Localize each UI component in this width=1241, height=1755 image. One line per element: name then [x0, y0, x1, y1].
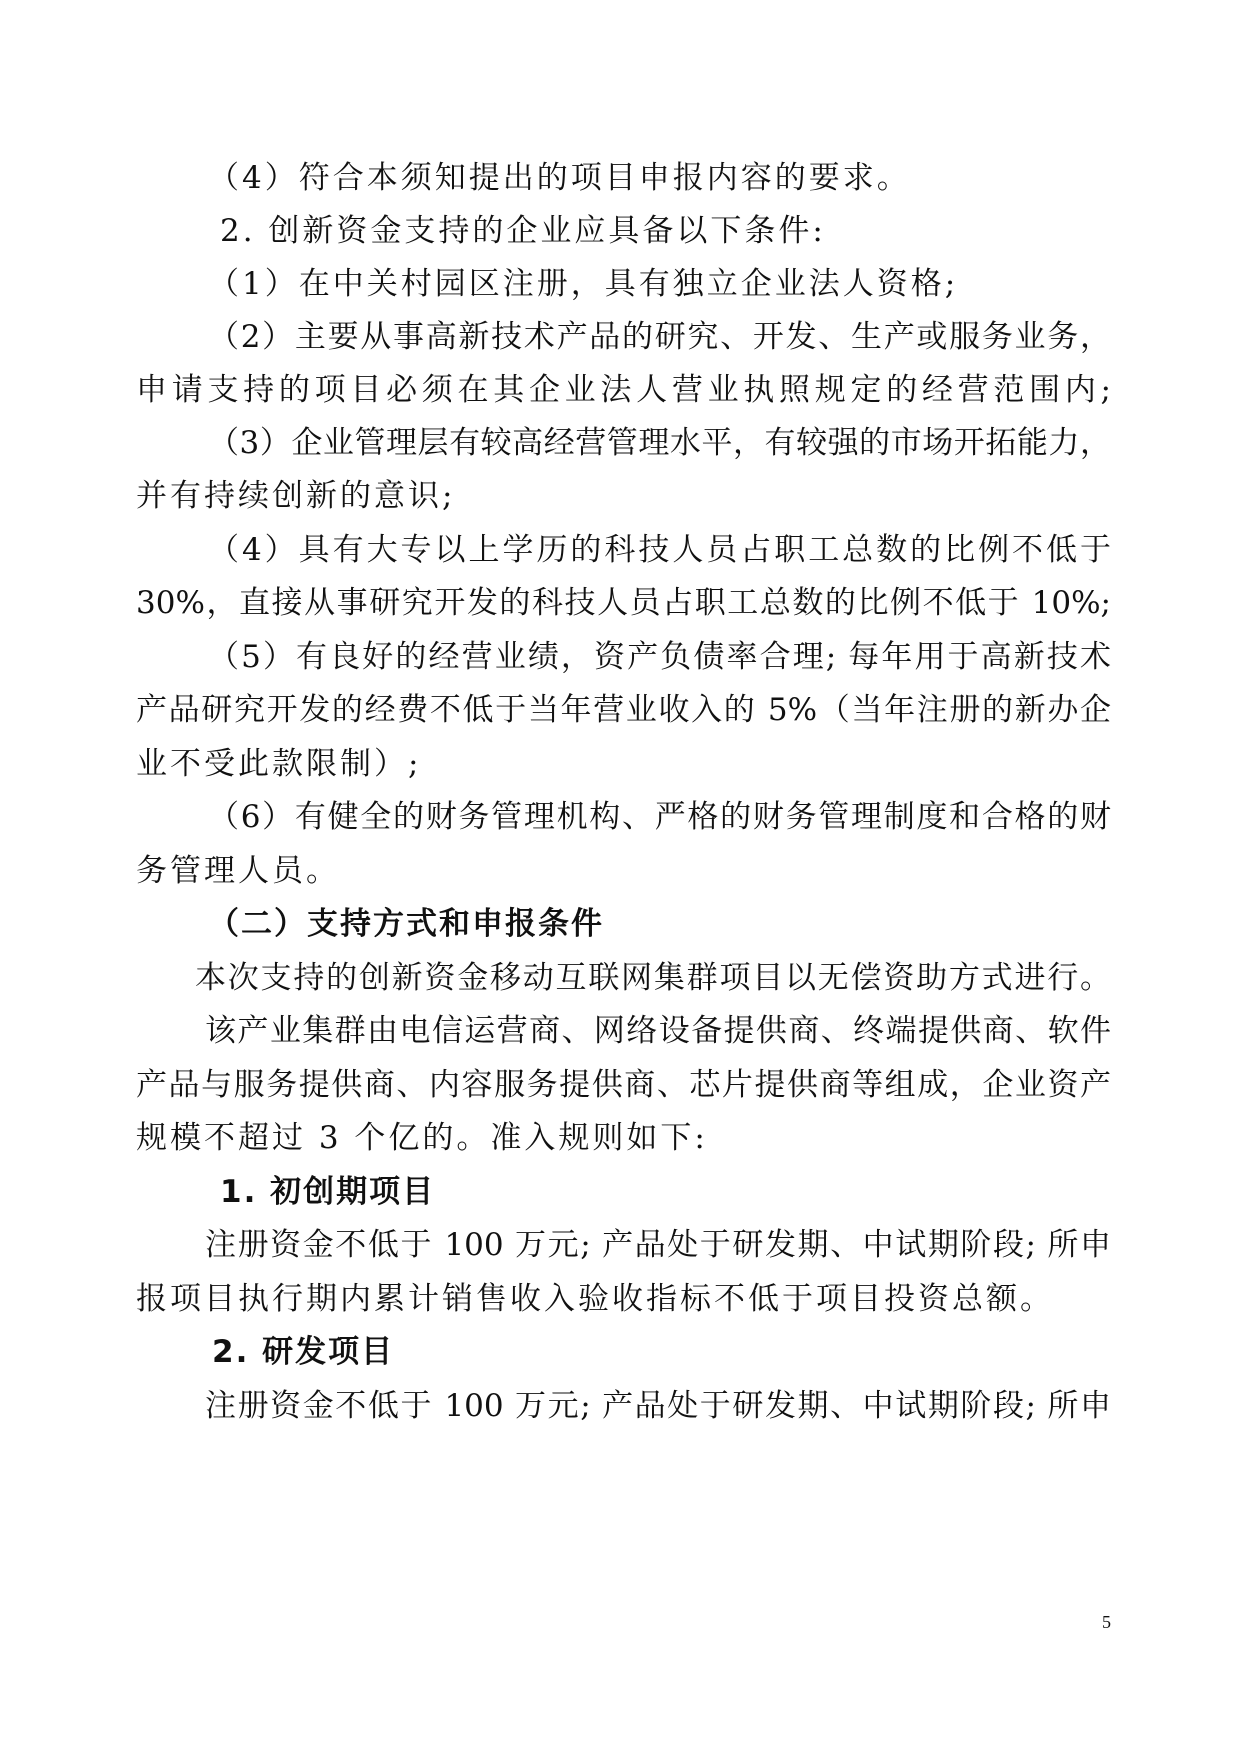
rd-project-line-1: 注册资金不低于 100 万元; 产品处于研发期、中试期阶段; 所申	[205, 1388, 1111, 1424]
condition-3-line-2: 并有持续创新的意识;	[136, 478, 456, 514]
section-heading-support-methods: （二）支持方式和申报条件	[208, 906, 604, 942]
condition-5-line-3: 业不受此款限制）;	[136, 746, 422, 782]
condition-3-line-1: （3）企业管理层有较高经营管理水平，有较强的市场开拓能力，	[208, 425, 1111, 461]
page-number: 5	[1102, 1612, 1111, 1632]
condition-6-line-2: 务管理人员。	[136, 853, 340, 889]
cluster-paragraph-line-3: 规模不超过 3 个亿的。准入规则如下:	[136, 1120, 708, 1156]
cluster-paragraph-line-1: 该产业集群由电信运营商、网络设备提供商、终端提供商、软件	[205, 1013, 1111, 1049]
startup-project-line-1: 注册资金不低于 100 万元; 产品处于研发期、中试期阶段; 所申	[205, 1227, 1111, 1263]
condition-5-line-1: （5）有良好的经营业绩，资产负债率合理; 每年用于高新技术	[208, 639, 1111, 675]
condition-5-line-2: 产品研究开发的经费不低于当年营业收入的 5%（当年注册的新办企	[136, 692, 1111, 728]
condition-4-line-2: 30%，直接从事研究开发的科技人员占职工总数的比例不低于 10%;	[136, 585, 1111, 621]
condition-1: （1）在中关村园区注册，具有独立企业法人资格;	[208, 266, 959, 302]
condition-2-line-2: 申请支持的项目必须在其企业法人营业执照规定的经营范围内;	[136, 372, 1111, 408]
startup-project-line-2: 报项目执行期内累计销售收入验收指标不低于项目投资总额。	[136, 1281, 1054, 1317]
section-2-conditions: 2. 创新资金支持的企业应具备以下条件:	[220, 213, 826, 249]
condition-4-line-1: （4）具有大专以上学历的科技人员占职工总数的比例不低于	[208, 532, 1111, 568]
condition-2-line-1: （2）主要从事高新技术产品的研究、开发、生产或服务业务，	[208, 319, 1111, 355]
rd-project-heading: 2. 研发项目	[212, 1334, 395, 1370]
support-method-paragraph: 本次支持的创新资金移动互联网集群项目以无偿资助方式进行。	[195, 960, 1111, 996]
item-4-requirement: （4）符合本须知提出的项目申报内容的要求。	[208, 160, 911, 196]
startup-project-heading: 1. 初创期项目	[220, 1174, 436, 1210]
condition-6-line-1: （6）有健全的财务管理机构、严格的财务管理制度和合格的财	[208, 799, 1111, 835]
cluster-paragraph-line-2: 产品与服务提供商、内容服务提供商、芯片提供商等组成，企业资产	[136, 1067, 1111, 1103]
